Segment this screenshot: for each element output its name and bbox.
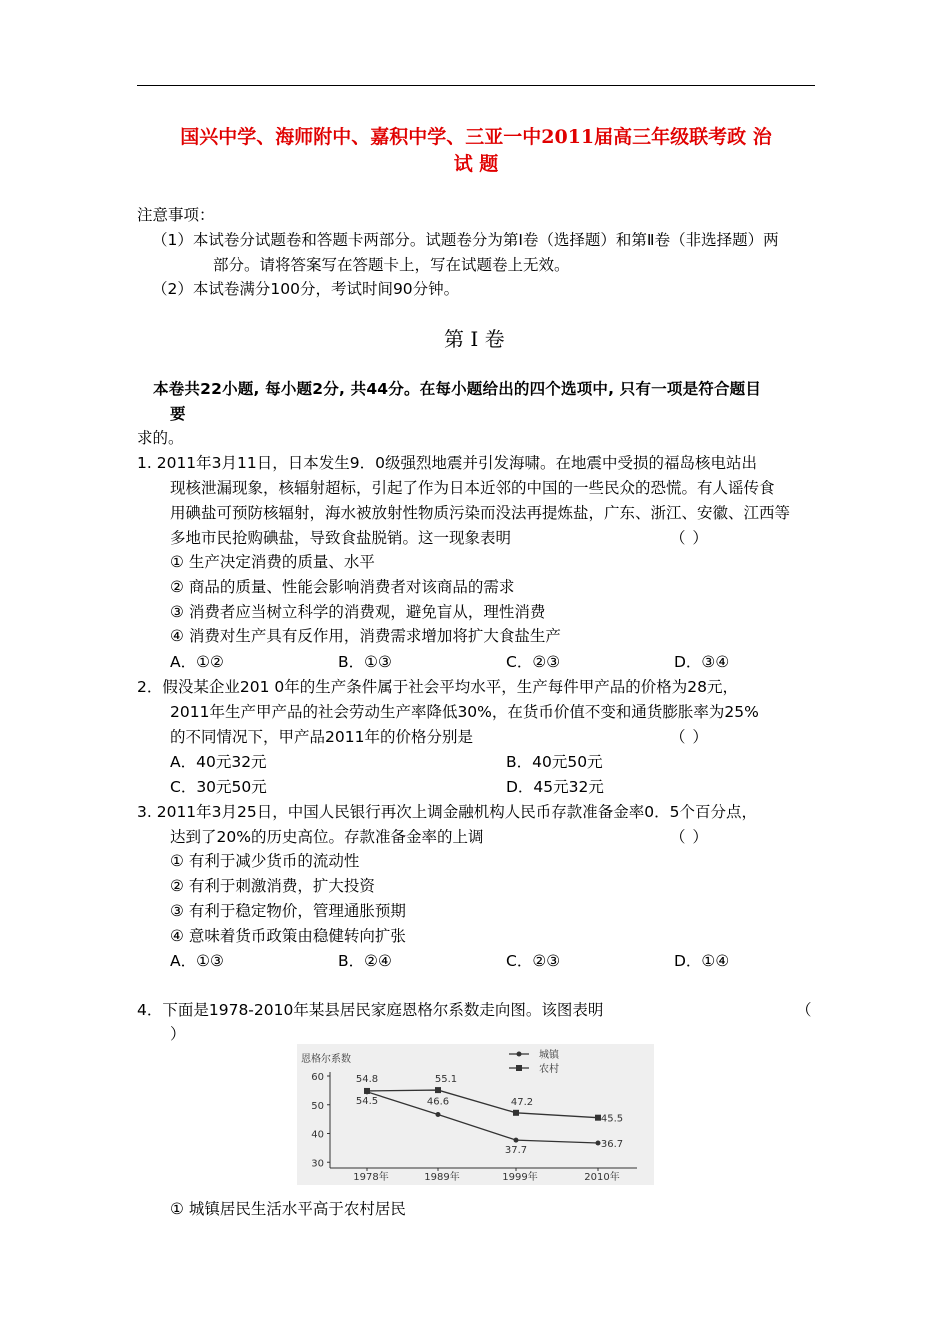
q3-option-c: C．②③ (506, 952, 561, 970)
q3-item-2: ② 有利于刺激消费，扩大投资 (170, 877, 375, 895)
q1-option-a: A．①② (170, 653, 224, 671)
q1-item-1: ① 生产决定消费的质量、水平 (170, 553, 375, 571)
chart-data-label: 54.8 (355, 1073, 379, 1085)
chart-data-label: 46.6 (426, 1096, 450, 1108)
q1-line-3: 用碘盐可预防核辐射，海水被放射性物质污染而没法再提炼盐，广东、浙江、安徽、江西等 (170, 504, 791, 522)
chart-legend-marker (516, 1065, 522, 1071)
q2-option-d: D．45元32元 (506, 778, 604, 796)
q2-answer-paren: （ ） (670, 728, 709, 746)
notes-item-1-line-2: 部分。请将答案写在答题卡上，写在试题卷上无效。 (213, 256, 570, 274)
chart-data-label: 45.5 (600, 1113, 624, 1125)
chart-data-label: 54.5 (355, 1095, 379, 1107)
q1-option-b: B．①③ (338, 653, 392, 671)
q3-line-2: 达到了20%的历史高位。存款准备金率的上调 (170, 828, 484, 846)
chart-point (436, 1112, 441, 1117)
section-title: 第 I 卷 (444, 327, 505, 351)
q3-option-a: A．①③ (170, 952, 224, 970)
q4-item-1: ① 城镇居民生活水平高于农村居民 (170, 1200, 406, 1218)
q1-line-1: 1. 2011年3月11日，日本发生9．0级强烈地震并引发海啸。在地震中受损的福岛核电站出 (137, 454, 757, 472)
q4-paren-open: （ (796, 1001, 812, 1019)
q2-line-1: 2．假没某企业201 0年的生产条件属于社会平均水平，生产每件甲产品的价格为28元， (137, 678, 738, 696)
q3-option-b: B．②④ (338, 952, 392, 970)
chart-legend-label: 城镇 (539, 1050, 559, 1061)
page-title (137, 124, 815, 178)
engel-chart (297, 1044, 654, 1185)
q1-answer-paren: （ ） (670, 529, 709, 547)
top-rule (137, 85, 815, 86)
chart-ylabel: 恩格尔系数 (301, 1054, 351, 1065)
chart-point (596, 1140, 601, 1145)
q4-paren-close: ） (170, 1025, 186, 1043)
intro-line-1: 本卷共22小题, 每小题2分, 共44分。在每小题给出的四个选项中, 只有一项是符合题目 (153, 380, 762, 398)
title-line-2: 试 题 (453, 153, 499, 175)
engel-chart-svg (297, 1044, 654, 1185)
q2-line-3: 的不同情况下，甲产品2011年的价格分别是 (170, 728, 473, 746)
notes-item-2: （2）本试卷满分100分，考试时间90分钟。 (152, 280, 460, 298)
q2-option-b: B．40元50元 (506, 753, 603, 771)
q3-item-4: ④ 意味着货币政策由稳健转向扩张 (170, 927, 406, 945)
notes-item-1-line-1: （1）本试卷分试题卷和答题卡两部分。试题卷分为第Ⅰ卷（选择题）和第Ⅱ卷（非选择题）两 (152, 231, 779, 249)
q2-line-2: 2011年生产甲产品的社会劳动生产率降低30%，在货币价值不变和通货膨胀率为25% (170, 703, 759, 721)
chart-y-tick-label: 40 (311, 1129, 324, 1141)
chart-point (514, 1138, 519, 1143)
q1-item-3: ③ 消费者应当树立科学的消费观，避免盲从，理性消费 (170, 603, 546, 621)
chart-x-tick-label: 1978年 (353, 1172, 389, 1183)
chart-legend-marker (517, 1052, 522, 1057)
q3-answer-paren: （ ） (670, 828, 709, 846)
q3-option-d: D．①④ (674, 952, 730, 970)
q1-item-2: ② 商品的质量、性能会影响消费者对该商品的需求 (170, 578, 515, 596)
q2-option-c: C．30元50元 (170, 778, 267, 796)
chart-series-line (367, 1092, 598, 1143)
chart-data-label: 36.7 (600, 1138, 624, 1150)
chart-data-label: 47.2 (510, 1096, 534, 1108)
chart-y-tick-label: 60 (311, 1072, 324, 1083)
chart-point (364, 1088, 370, 1094)
q1-option-d: D．③④ (674, 653, 730, 671)
q1-item-4: ④ 消费对生产具有反作用，消费需求增加将扩大食盐生产 (170, 627, 561, 645)
chart-point (435, 1087, 441, 1093)
q3-line-1: 3. 2011年3月25日，中国人民银行再次上调金融机构人民币存款准备金率0．5个百分点， (137, 803, 757, 821)
chart-x-tick-label: 2010年 (584, 1172, 620, 1183)
q3-item-3: ③ 有利于稳定物价，管理通胀预期 (170, 902, 406, 920)
intro-line-3: 求的。 (137, 429, 184, 447)
chart-data-label: 55.1 (434, 1074, 458, 1086)
chart-y-tick-label: 50 (311, 1100, 324, 1112)
chart-x-tick-label: 1999年 (502, 1172, 538, 1183)
q4-line-1: 4．下面是1978-2010年某县居民家庭恩格尔系数走向图。该图表明 (137, 1001, 604, 1019)
q3-item-1: ① 有利于减少货币的流动性 (170, 852, 360, 870)
q1-option-c: C．②③ (506, 653, 561, 671)
chart-point (513, 1110, 519, 1116)
q1-line-4: 多地市民抢购碘盐，导致食盐脱销。这一现象表明 (170, 529, 512, 547)
chart-data-label: 37.7 (504, 1145, 528, 1157)
intro-line-2: 要 (170, 405, 186, 423)
q2-option-a: A．40元32元 (170, 753, 267, 771)
notes-heading: 注意事项： (137, 206, 215, 224)
chart-y-tick-label: 30 (311, 1158, 324, 1170)
chart-series-line (367, 1090, 598, 1118)
chart-legend-label: 农村 (539, 1064, 559, 1075)
q1-line-2: 现核泄漏现象，核辐射超标，引起了作为日本近邻的中国的一些民众的恐慌。有人谣传食 (170, 479, 775, 497)
chart-x-tick-label: 1989年 (424, 1172, 460, 1183)
title-line-1: 国兴中学、海师附中、嘉积中学、三亚一中2011届高三年级联考政 治 (180, 126, 772, 148)
